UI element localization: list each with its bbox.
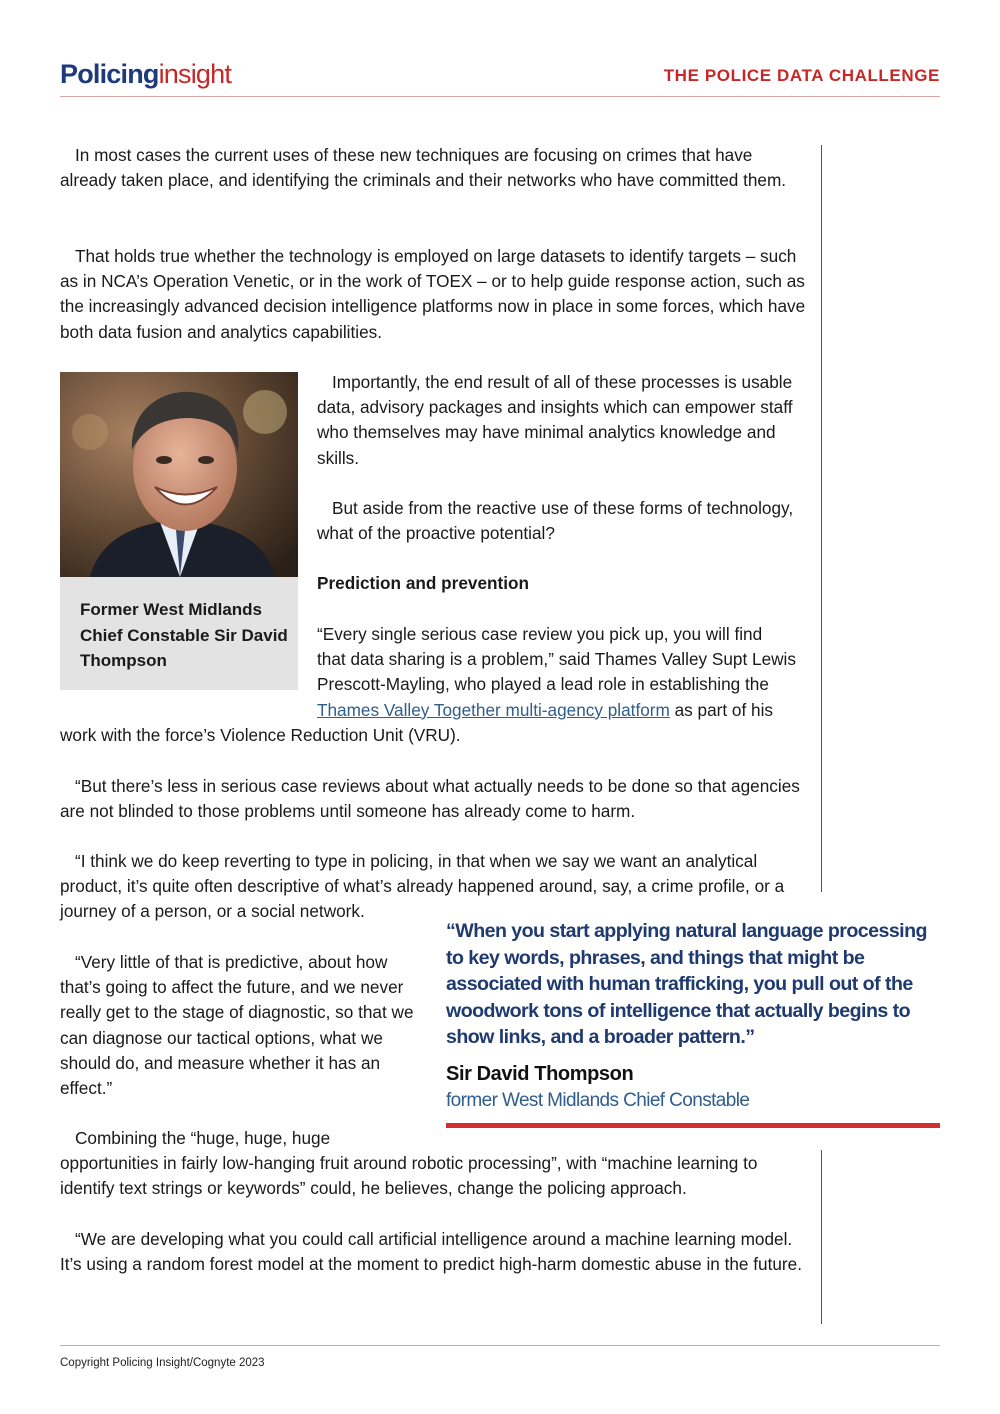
thames-valley-together-link[interactable]: Thames Valley Together multi-agency platform	[317, 699, 670, 720]
paragraph-5-after-link: as part of his	[669, 699, 774, 720]
paragraph-10: “We are developing what you could call artificial intelligence around a machine learning model. It’s using a random forest model at the moment to predict high-harm domestic abuse in the future.	[60, 1229, 802, 1275]
policing-insight-logo[interactable]	[60, 58, 231, 90]
portrait-image	[60, 372, 298, 577]
pull-quote	[446, 918, 940, 1128]
paragraph-6: “But there’s less in serious case reviews about what actually needs to be done so that agencies are not blinded to those problems until someone has already come to harm.	[60, 776, 800, 822]
pull-quote-divider	[446, 1123, 940, 1128]
paragraph-5-line: that data sharing is a problem,” said Thames Valley Supt Lewis	[317, 649, 796, 670]
paragraph-5	[317, 622, 812, 723]
paragraph-1: In most cases the current uses of these new techniques are focusing on crimes that have already taken place, and identifying the criminals and their networks who have committed them.	[60, 145, 787, 191]
column-rule-top	[821, 145, 822, 892]
column-rule-bottom	[821, 1150, 822, 1324]
paragraph-7: “I think we do keep reverting to type in policing, in that when we say we want an analytical product, it’s quite often descriptive of what’s already happened around, say, a crime profile, or a journey of a person, or a social network.	[60, 851, 785, 922]
header-divider	[60, 96, 940, 97]
paragraph-8: “Very little of that is predictive, about how that’s going to affect the future, and we never really get to the stage of diagnostic, so that we can diagnose our tactical options, what we should do, and measure whether it has an effect.”	[60, 952, 414, 1099]
pull-quote-text: “When you start applying natural language processing to key words, phrases, and things that might be associated with human trafficking, you pull out of the woodwork tons of intelligence that actually begins to show links, and a broader pattern.”	[446, 920, 927, 1048]
paragraph-3: Importantly, the end result of all of these processes is usable data, advisory packages and insights which can empower staff who themselves may have minimal analytics knowledge and skills.	[317, 372, 793, 468]
paragraph-9: opportunities in fairly low-hanging fruit around robotic processing”, with “machine learning to identify text strings or keywords” could, he believes, change the policing approach.	[60, 1153, 758, 1199]
paragraph-5-line: “Every single serious case review you pick up, you will find	[317, 624, 763, 644]
pull-quote-attribution-role: former West Midlands Chief Constable	[446, 1089, 750, 1111]
logo-policing: Policing	[60, 59, 159, 89]
paragraph-5-last-line: work with the force’s Violence Reduction Unit (VRU).	[60, 725, 461, 745]
photo-caption: Former West Midlands Chief Constable Sir David Thompson	[60, 577, 298, 690]
paragraph-2: That holds true whether the technology is employed on large datasets to identify targets – such as in NCA’s Operation Venetic, or in the work of TOEX – or to help guide response action, such as the increasingly advanced decision intelligence platforms now in place in some forces, which have both data fusion and analytics capabilities.	[60, 246, 806, 342]
portrait-photo	[60, 372, 298, 577]
paragraph-4: But aside from the reactive use of these forms of technology, what of the proactive potential?	[317, 498, 794, 544]
series-title: THE POLICE DATA CHALLENGE	[663, 66, 940, 85]
pull-quote-attribution-name: Sir David Thompson	[446, 1062, 634, 1085]
footer-divider	[60, 1345, 940, 1346]
paragraph-5-link-line	[317, 698, 812, 723]
copyright-notice: Copyright Policing Insight/Cognyte 2023	[60, 1357, 265, 1369]
paragraph-9-first-line: Combining the “huge, huge, huge	[75, 1128, 331, 1148]
paragraph-5-line: Prescott-Mayling, who played a lead role in establishing the	[317, 674, 769, 695]
logo-insight: insight	[158, 59, 232, 89]
section-heading: Prediction and prevention	[317, 573, 530, 593]
